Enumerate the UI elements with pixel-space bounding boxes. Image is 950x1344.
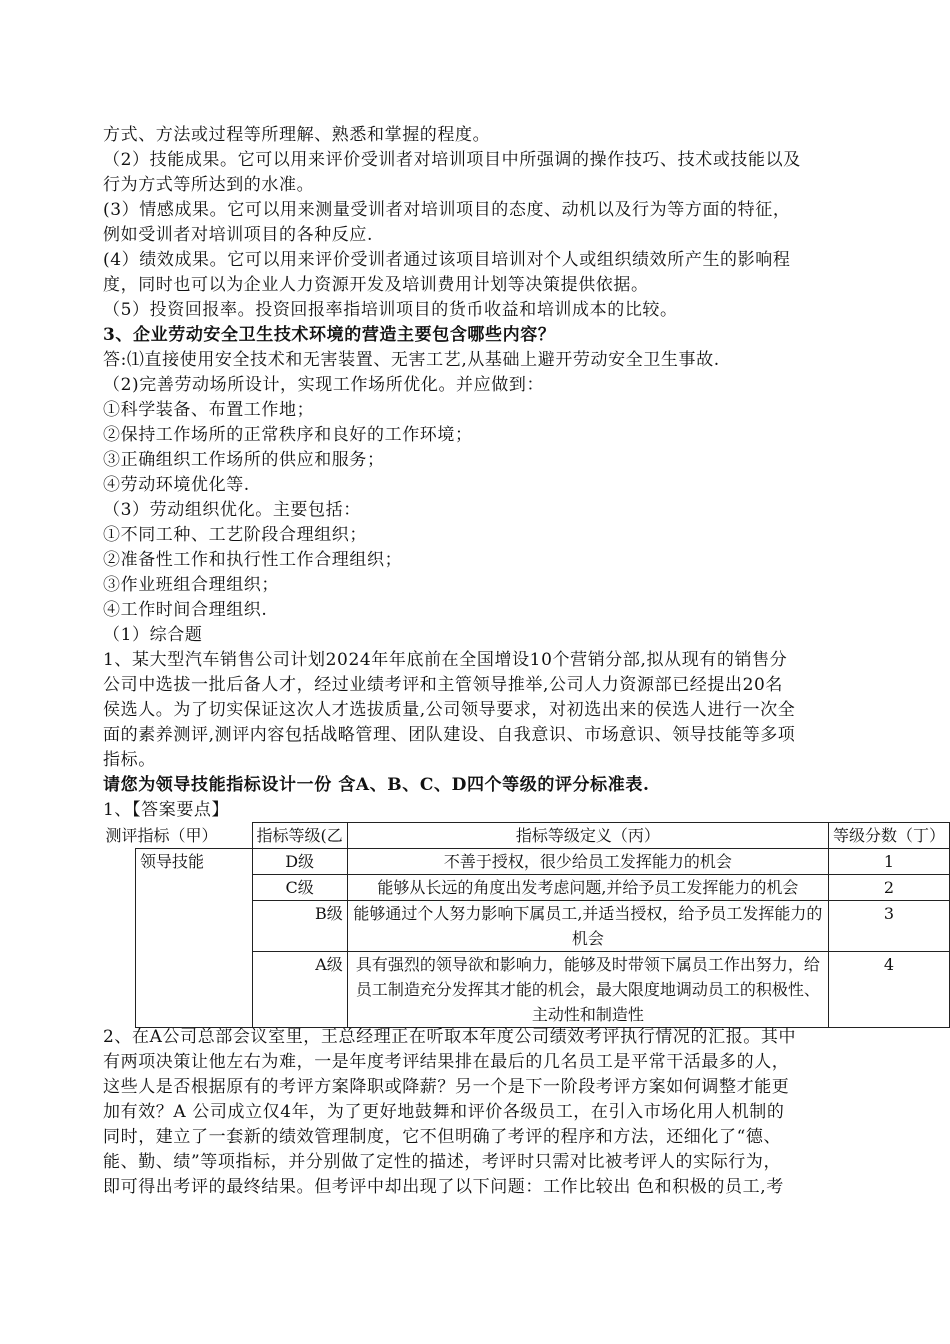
grade-cell: D级 — [252, 849, 347, 875]
paragraph-line: 公司中选拔一批后备人才，经过业绩考评和主管领导推举,公司人力资源部已经提出20名 — [103, 675, 784, 695]
score-cell: 1 — [828, 849, 949, 875]
definition-cell: 能够通过个人努力影响下属员工,并适当授权，给予员工发挥能力的机会 — [347, 901, 828, 952]
paragraph-line: 方式、方法或过程等所理解、熟悉和掌握的程度。 — [103, 125, 491, 145]
table-row — [136, 849, 950, 875]
section-heading: （1）综合题 — [103, 625, 203, 645]
scoring-table — [105, 822, 950, 1028]
paragraph-line: （5）投资回报率。投资回报率指培训项目的货币收益和培训成本的比较。 — [103, 300, 678, 320]
table-header-row — [136, 823, 950, 849]
list-item: ①不同工种、工艺阶段合理组织； — [103, 525, 367, 545]
paragraph-line: 面的素养测评,测评内容包括战略管理、团队建设、自我意识、市场意识、领导技能等多项 — [103, 725, 796, 745]
paragraph-line: (3）情感成果。它可以用来测量受训者对培训项目的态度、动机以及行为等方面的特征， — [103, 200, 791, 220]
task-prompt: 请您为领导技能指标设计一份 含A、B、C、D四个等级的评分标准表. — [103, 775, 650, 795]
table-row — [136, 875, 950, 901]
paragraph-line: 行为方式等所达到的水准。 — [103, 175, 315, 195]
answer-heading: 1、【答案要点】 — [103, 800, 230, 820]
list-item: ④劳动环境优化等. — [103, 475, 250, 495]
paragraph-line: 这些人是否根据原有的考评方案降职或降薪？另一个是下一阶段考评方案如何调整才能更 — [103, 1077, 790, 1097]
paragraph-line: 同时，建立了一套新的绩效管理制度，它不但明确了考评的程序和方法，还细化了“德、 — [103, 1127, 782, 1147]
list-item: ④工作时间合理组织. — [103, 600, 268, 620]
list-item: ②保持工作场所的正常秩序和良好的工作环境； — [103, 425, 473, 445]
header-score: 等级分数（丁） — [828, 823, 949, 849]
header-definition: 指标等级定义（丙） — [347, 823, 828, 849]
grade-cell: A级 — [252, 952, 347, 1028]
paragraph-line: 侯选人。为了切实保证这次人才选拔质量,公司领导要求，对初选出来的侯选人进行一次全 — [103, 700, 796, 720]
score-cell: 2 — [828, 875, 949, 901]
paragraph-line: (4）绩效成果。它可以用来评价受训者通过该项目培训对个人或组织绩效所产生的影响程 — [103, 250, 791, 270]
paragraph-line: 能、勤、绩”等项指标，并分别做了定性的描述，考评时只需对比被考评人的实际行为， — [103, 1152, 782, 1172]
header-indicator: 测评指标（甲） — [105, 825, 218, 845]
answer-line: 答:⑴直接使用安全技术和无害装置、无害工艺,从基础上避开劳动安全卫生事故. — [103, 350, 720, 370]
definition-cell: 不善于授权，很少给员工发挥能力的机会 — [347, 849, 828, 875]
table-row — [136, 952, 950, 1028]
header-grade: 指标等级(乙 — [252, 823, 347, 849]
grade-cell: C级 — [252, 875, 347, 901]
paragraph-line: 度，同时也可以为企业人力资源开发及培训费用计划等决策提供依据。 — [103, 275, 649, 295]
paragraph-line: （2）技能成果。它可以用来评价受训者对培训项目中所强调的操作技巧、技术或技能以及 — [103, 150, 801, 170]
paragraph-line: （2)完善劳动场所设计，实现工作场所优化。并应做到： — [103, 375, 545, 395]
paragraph-line: 即可得出考评的最终结果。但考评中却出现了以下问题：工作比较出 色和积极的员工,考 — [103, 1177, 784, 1197]
grade-cell: B级 — [252, 901, 347, 952]
list-item: ②准备性工作和执行性工作合理组织； — [103, 550, 403, 570]
question-heading: 3、企业劳动安全卫生技术环境的营造主要包含哪些内容？ — [103, 325, 556, 345]
score-cell: 3 — [828, 901, 949, 952]
list-item: ③作业班组合理组织； — [103, 575, 279, 595]
definition-cell: 具有强烈的领导欲和影响力，能够及时带领下属员工作出努力，给员工制造充分发挥其才能的机会，最大限度地调动员工的积极性、主动性和制造性 — [347, 952, 828, 1028]
paragraph-line: 1、某大型汽车销售公司计划2024年年底前在全国增设10个营销分部,拟从现有的销售分 — [103, 650, 788, 670]
list-item: ③正确组织工作场所的供应和服务； — [103, 450, 385, 470]
paragraph-line: 例如受训者对培训项目的各种反应. — [103, 225, 374, 245]
paragraph-line: 有两项决策让他左右为难，一是年度考评结果排在最后的几名员工是平常干活最多的人， — [103, 1052, 790, 1072]
paragraph-line: 指标。 — [103, 750, 156, 770]
paragraph-line: （3）劳动组织优化。主要包括： — [103, 500, 361, 520]
paragraph-line: 加有效？A 公司成立仅4年，为了更好地鼓舞和评价各级员工，在引入市场化用人机制的 — [103, 1102, 785, 1122]
table-row — [136, 901, 950, 952]
indicator-cell: 领导技能 — [136, 849, 253, 1028]
definition-cell: 能够从长远的角度出发考虑问题,并给予员工发挥能力的机会 — [347, 875, 828, 901]
paragraph-line: 2、在A公司总部会议室里，王总经理正在听取本年度公司绩效考评执行情况的汇报。其中 — [103, 1027, 797, 1047]
score-cell: 4 — [828, 952, 949, 1028]
list-item: ①科学装备、布置工作地； — [103, 400, 315, 420]
